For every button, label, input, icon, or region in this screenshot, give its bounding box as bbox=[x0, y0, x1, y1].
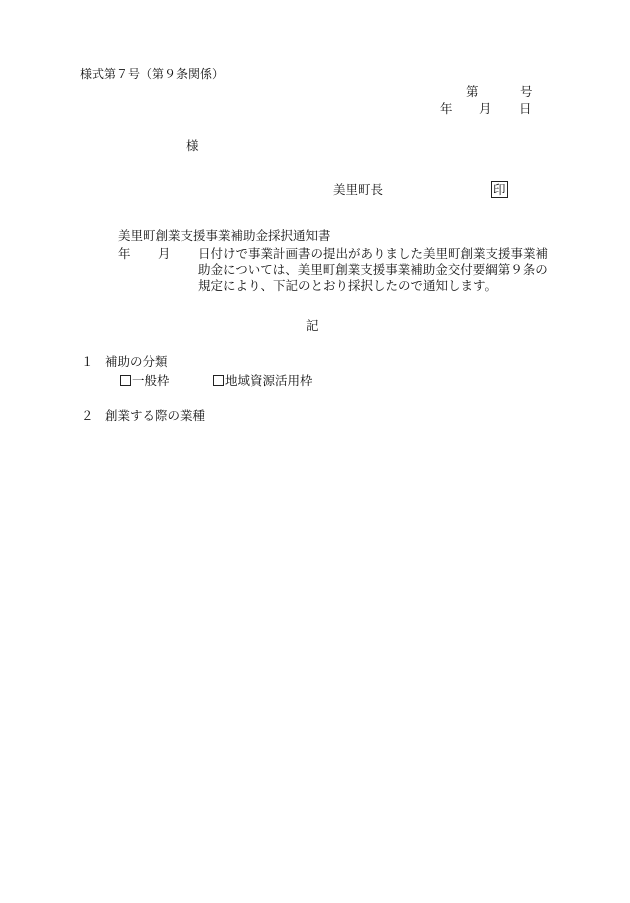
section2-number: ２ bbox=[81, 408, 94, 423]
form-label: 様式第７号（第９条関係） bbox=[80, 67, 225, 81]
checkbox-local-resource[interactable] bbox=[213, 375, 224, 386]
body-text-first bbox=[198, 246, 555, 293]
seal-mark bbox=[491, 181, 508, 198]
ki-heading: 記 bbox=[306, 318, 319, 333]
body-text-first-span: 日付けで事業計画書の提出がありました美里町創業支援事業補助金については、美里町創業支援事業補助金交付要綱第９条の規定により、下記のとおり採択したので通知します。 bbox=[198, 246, 549, 293]
date-day: 日 bbox=[519, 101, 532, 116]
addressee-suffix: 様 bbox=[186, 138, 199, 153]
checkbox-general[interactable] bbox=[120, 375, 131, 386]
body-year: 年 bbox=[118, 246, 131, 261]
issuer-name: 美里町長 bbox=[333, 182, 384, 197]
option-general bbox=[120, 373, 170, 389]
seal-box: 印 bbox=[493, 182, 506, 197]
option-general-label: 一般枠 bbox=[132, 373, 170, 388]
number-dai: 第 bbox=[466, 84, 479, 99]
section2-heading: 創業する際の業種 bbox=[105, 408, 206, 423]
section1-heading: 補助の分類 bbox=[105, 354, 168, 369]
document-title: 美里町創業支援事業補助金採択通知書 bbox=[118, 228, 331, 243]
option-local-resource bbox=[213, 373, 313, 389]
date-month: 月 bbox=[479, 101, 492, 116]
date-year: 年 bbox=[440, 101, 453, 116]
section1-number: １ bbox=[81, 354, 94, 369]
number-go: 号 bbox=[520, 84, 533, 99]
body-month: 月 bbox=[158, 246, 171, 261]
option-local-resource-label: 地域資源活用枠 bbox=[225, 373, 313, 388]
